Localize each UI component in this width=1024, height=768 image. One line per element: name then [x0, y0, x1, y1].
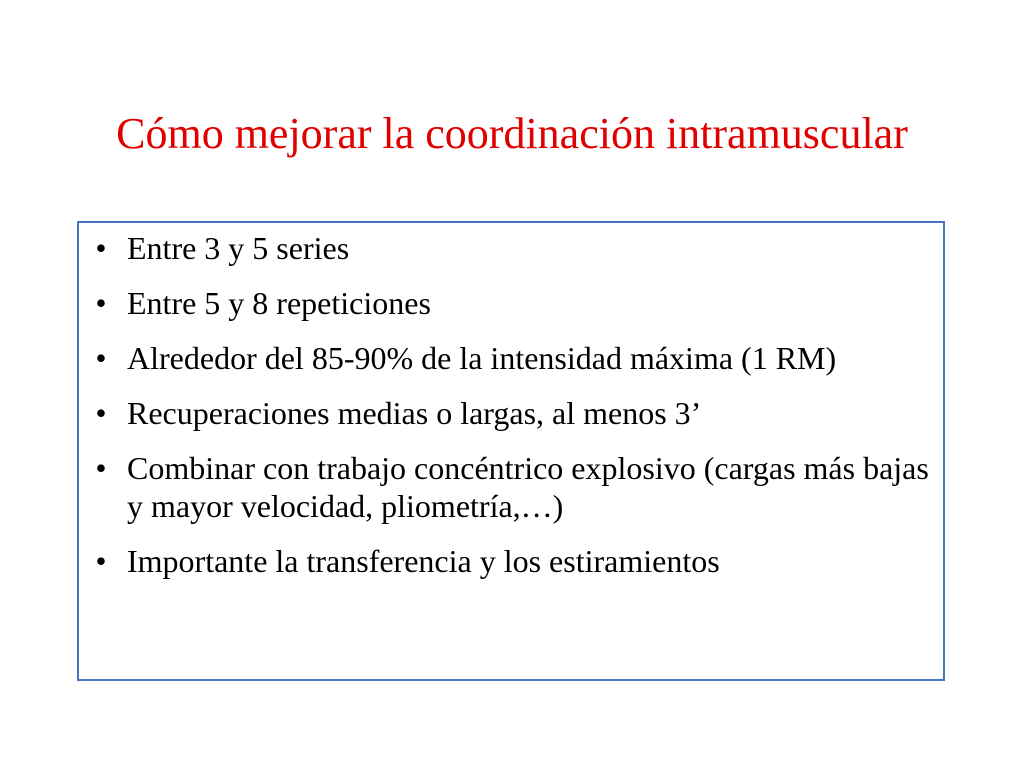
slide-title: Cómo mejorar la coordinación intramuscular	[116, 109, 908, 158]
bullet-text: Importante la transferencia y los estiramientos	[127, 543, 720, 579]
bullet-icon: •	[95, 285, 107, 321]
bullet-text: Recuperaciones medias o largas, al menos 3’	[127, 395, 702, 431]
list-item	[79, 542, 943, 580]
content-box	[77, 221, 945, 681]
bullet-text: Combinar con trabajo concéntrico explosivo (cargas más bajas y mayor velocidad, pliometría,…)	[127, 450, 929, 524]
list-item	[79, 229, 943, 267]
bullet-text: Entre 3 y 5 series	[127, 230, 350, 266]
bullet-icon: •	[95, 543, 107, 579]
bullet-icon: •	[95, 450, 107, 486]
bullet-icon: •	[95, 340, 107, 376]
list-item	[79, 284, 943, 322]
list-item	[79, 339, 943, 377]
list-item	[79, 394, 943, 432]
list-item	[79, 449, 943, 525]
bullet-text: Alrededor del 85-90% de la intensidad máxima (1 RM)	[127, 340, 837, 376]
bullet-list	[79, 229, 943, 597]
bullet-icon: •	[95, 230, 107, 266]
bullet-icon: •	[95, 395, 107, 431]
bullet-text: Entre 5 y 8 repeticiones	[127, 285, 431, 321]
